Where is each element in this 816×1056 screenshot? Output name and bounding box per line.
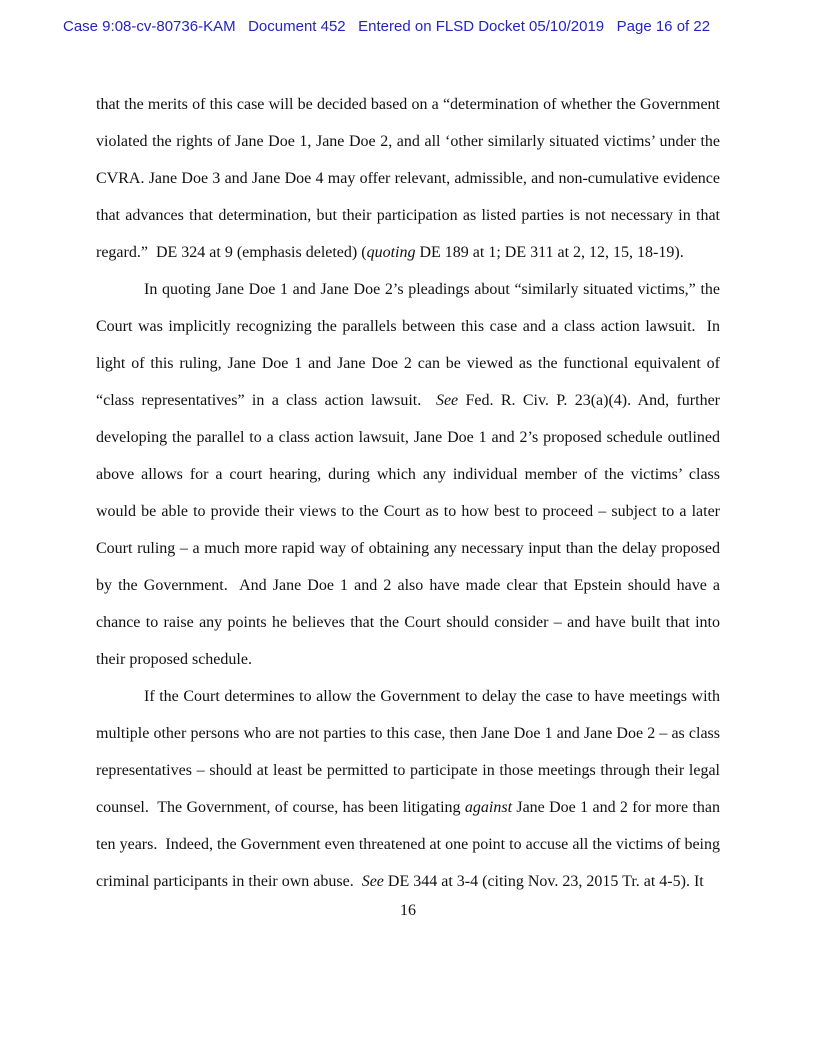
italic-text-segment: against <box>464 799 513 816</box>
text-segment: DE 344 at 3-4 (citing Nov. 23, 2015 Tr. at 4-5). It <box>383 873 704 890</box>
text-segment: In quoting Jane Doe 1 and Jane Doe 2’s pleadings about “similarly situated victims,” the Court was implicitly recognizing the parallels between this case and a class action lawsuit. In light of this ruling, Jane Doe 1 and Jane Doe 2 can be viewed as the functional equivalent of “class representatives” in a class action lawsuit. <box>96 281 724 409</box>
paragraph <box>96 86 724 271</box>
text-segment: Jane Doe 1 and 2 for more than ten years. Indeed, the Government even threatened at one point to accuse all the victims of being criminal participants in their own abuse. <box>96 799 725 890</box>
text-segment: Fed. R. Civ. P. 23(a)(4). And, further developing the parallel to a class action lawsuit, Jane Doe 1 and 2’s proposed schedule outlined above allows for a court hearing, during which any individual member of the victims’ class would be able to provide their views to the Court as to how best to proceed – subject to a later Court ruling – a much more rapid way of obtaining any necessary input than the delay proposed by the Government. And Jane Doe 1 and 2 also have made clear that Epstein should have a chance to raise any points he believes that the Court should consider – and have built that into their proposed schedule. <box>96 392 725 668</box>
text-segment: that the merits of this case will be decided based on a “determination of whether the Government violated the rights of Jane Doe 1, Jane Doe 2, and all ‘other similarly situated victims’ under the CVRA. Jane Doe 3 and Jane Doe 4 may offer relevant, admissible, and non-cumulative evidence that advances that determination, but their participation as listed parties is not necessary in that regard.” DE 324 at 9 (emphasis deleted) ( <box>96 96 724 261</box>
document-body <box>96 86 725 900</box>
docket-stamp-header: Case 9:08-cv-80736-KAM Document 452 Entered on FLSD Docket 05/10/2019 Page 16 of 22 <box>63 18 711 35</box>
italic-text-segment: quoting <box>366 244 416 261</box>
page-number: 16 <box>400 902 416 919</box>
paragraph <box>96 678 725 900</box>
text-segment: DE 189 at 1; DE 311 at 2, 12, 15, 18-19). <box>415 244 684 261</box>
italic-text-segment: See <box>435 392 459 409</box>
italic-text-segment: See <box>361 873 384 890</box>
paragraph <box>96 271 725 678</box>
text-segment: If the Court determines to allow the Government to delay the case to have meetings with multiple other persons who are not parties to this case, then Jane Doe 1 and Jane Doe 2 – as class representatives – should at least be permitted to participate in those meetings through their legal counsel. The Government, of course, has been litigating <box>96 688 724 816</box>
